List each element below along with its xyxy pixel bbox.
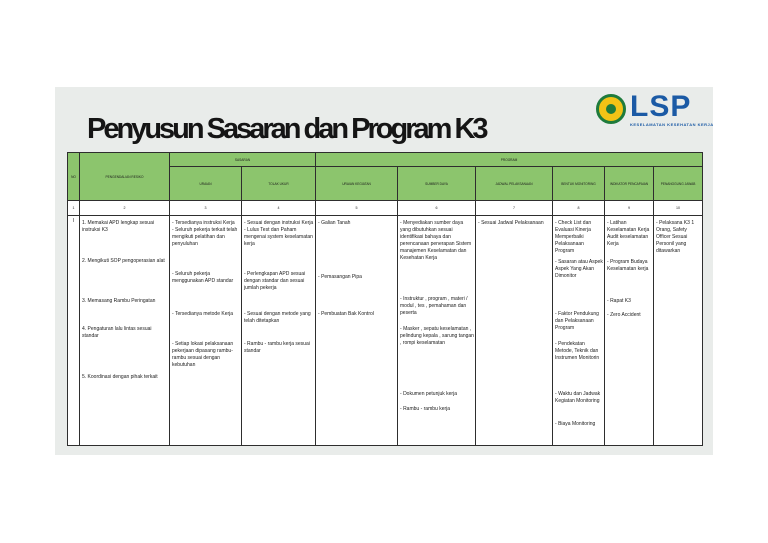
list-item: 1. Memakai APD lengkap sesuai instruksi K3 [82, 220, 154, 233]
column-number: 7 [476, 201, 553, 216]
column-number: 8 [553, 201, 605, 216]
sumber-daya-cell [398, 216, 476, 446]
list-item: - Instruktur , program , materi / modul , tes , pemahaman dan peserta [400, 296, 468, 316]
header-penanggung-jawab: PENANGGUNG JAWAB [654, 167, 703, 201]
list-item: - Sesuai dengan instruksi Kerja - Lulus Test dan Paham mengenai system keselamatan kerja [244, 220, 314, 247]
uraian-kegiatan-cell [316, 216, 398, 446]
list-item: - Faktor Pendukung dan Pelaksanaan Program [555, 311, 599, 331]
header-bentuk-monitoring: BENTUK MONITORING [553, 167, 605, 201]
pengendalian-cell [80, 216, 170, 446]
column-number: 9 [605, 201, 654, 216]
header-jadwal: JADWAL PELAKSANAAN [476, 167, 553, 201]
list-item: - Masker , sepatu keselamatan , pelindung kepala , sarung tangan , rompi keselamatan [400, 326, 474, 346]
program-table [67, 152, 703, 446]
column-number: 5 [316, 201, 398, 216]
penanggung-jawab-cell [654, 216, 703, 446]
header-pengendalian: PENGENDALIAN RESIKO [80, 153, 170, 201]
list-item: - Seluruh pekerja menggunakan APD standar [172, 271, 234, 284]
indikator-cell [605, 216, 654, 446]
list-item: - Pembuatan Bak Kontrol [318, 311, 374, 317]
header-uraian-kegiatan: URAIAN KEGIATAN [316, 167, 398, 201]
header-sasaran: SASARAN [170, 153, 316, 167]
header-no: NO [68, 153, 80, 201]
list-item: - Rambu - rambu kerja [400, 406, 451, 412]
list-item: - Sesuai Jadwal Pelaksanaan [478, 220, 544, 226]
header-sumber-daya: SUMBER DAYA [398, 167, 476, 201]
list-item: - Rambu - rambu kerja sesuai standar [244, 341, 310, 354]
column-number: 2 [80, 201, 170, 216]
list-item: - Menyediakan sumber daya yang dibutuhkan sesuai identifikasi bahaya dan perencanaan penerapan Sistem manajemen Keselamatan dan Kesehatan Kerja [400, 220, 472, 261]
list-item: - Setiap lokasi pelaksanaan pekerjaan dipasang rambu-rambu sesuai dengan kebutuhan [172, 341, 234, 368]
header-indikator: INDIKATOR PENCAPAIAN [605, 167, 654, 201]
list-item: - Pendekatan Metode, Teknik dan Instrumen Monitorin [555, 341, 600, 361]
list-item: - Zero Accident [607, 312, 641, 318]
header-uraian: URAIAN [170, 167, 242, 201]
logo-text: LSP [630, 90, 692, 123]
gear-emblem-icon [596, 94, 626, 124]
list-item: 4. Pengaturan lalu lintas sesuai standar [82, 326, 152, 339]
list-item: - Tersedianya instruksi Kerja - Seluruh pekerja terkait telah mengikuti pelatihan dan penyuluhan [172, 220, 238, 247]
lsp-logo [596, 90, 714, 136]
list-item: - Rapat K3 [607, 298, 631, 304]
list-item: - Check List dan Evaluasi Kinerja Memperbaiki Pelaksanaan Program [555, 220, 592, 254]
list-item: 2. Mengikuti SOP pengoperasian alat [82, 258, 165, 264]
column-number: 1 [68, 201, 80, 216]
tolak-ukur-cell [242, 216, 316, 446]
column-number: 6 [398, 201, 476, 216]
header-program: PROGRAM [316, 153, 703, 167]
list-item: - Pemasangan Pipa [318, 274, 362, 280]
column-number: 4 [242, 201, 316, 216]
list-item: - Tersedianya metode Kerja [172, 311, 234, 317]
list-item: - Waktu dan Jadwak Kegiatan Monitoring [555, 391, 601, 404]
list-item: - Latihan Keselamatan Kerja Audit keselamatan Kerja [607, 220, 650, 247]
page-title: Penyusun Sasaran dan Program K3 [87, 113, 486, 145]
column-number: 3 [170, 201, 242, 216]
list-item: - Pelaksana K3 1 Orang, Safety Officer Sesuai Personil yang ditawarkan [656, 220, 695, 254]
header-tolak-ukur: TOLAK UKUR [242, 167, 316, 201]
list-item: 5. Koordinasi dengan pihak terkait [82, 374, 158, 380]
column-number: 10 [654, 201, 703, 216]
list-item: - Sesuai dengan metode yang telah ditetapkan [244, 311, 311, 324]
jadwal-cell [476, 216, 553, 446]
bentuk-monitoring-cell [553, 216, 605, 446]
list-item: - Sasaran atau Aspek Aspek Yang Akan Dimonitor [555, 259, 603, 279]
row-number: I [68, 216, 80, 446]
list-item: - Galian Tanah [318, 220, 351, 226]
list-item: - Dokumen petunjuk kerja [400, 391, 457, 397]
list-item: 3. Memasang Rambu Peringatan [82, 298, 156, 304]
list-item: - Program Budaya Keselamatan kerja [607, 259, 649, 272]
logo-subtitle: KESELAMATAN KESEHATAN KERJA [630, 122, 714, 127]
uraian-cell [170, 216, 242, 446]
list-item: - Perlengkapan APD sesuai dengan standar dan sesuai jumlah pekerja [244, 271, 306, 291]
list-item: - Biaya Monitoring [555, 421, 596, 427]
